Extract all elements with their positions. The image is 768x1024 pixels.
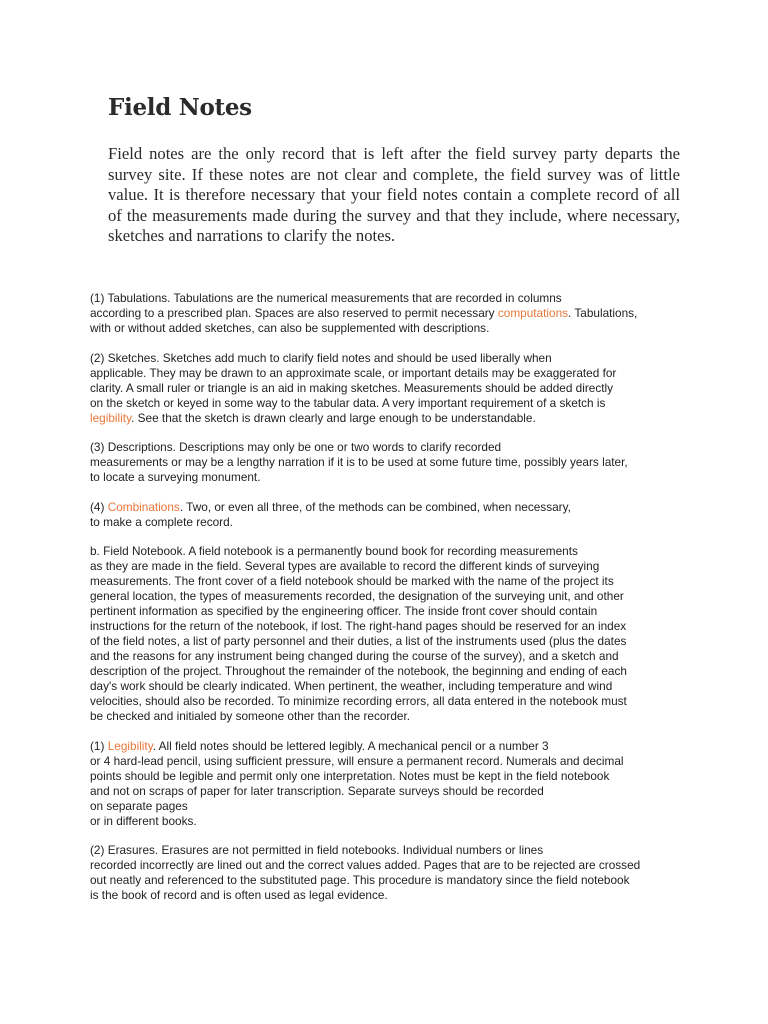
text-line (90, 784, 690, 799)
text-segment: b. Field Notebook. A field notebook is a permanently bound book for recording measurements (90, 544, 578, 558)
text-segment: to make a complete record. (90, 514, 233, 529)
body-paragraph (90, 291, 690, 336)
text-segment: measurements or may be a lengthy narration if it is to be used at some future time, possibly years later, (90, 455, 628, 469)
text-segment: and not on scraps of paper for later transcription. Separate surveys should be recorded (90, 783, 544, 798)
text-line (90, 589, 690, 604)
text-segment: description of the project. Throughout the remainder of the notebook, the beginning and ending of each (90, 664, 627, 678)
text-segment: pertinent information as specified by the engineering officer. The inside front cover should contain (90, 604, 598, 618)
text-line (90, 544, 690, 559)
text-segment: (2) Sketches. Sketches add much to clarify field notes and should be used liberally when (90, 350, 552, 365)
text-line (90, 619, 690, 634)
body-paragraph (90, 351, 690, 426)
text-line (90, 843, 690, 858)
text-segment: on separate pages (90, 798, 188, 813)
body-paragraph (90, 843, 690, 903)
body-paragraph (90, 440, 690, 485)
text-segment: according to a prescribed plan. Spaces are also reserved to permit necessary (90, 306, 498, 320)
text-segment: is the book of record and is often used as legal evidence. (90, 888, 388, 902)
text-line (90, 381, 690, 396)
text-segment: out neatly and referenced to the substituted page. This procedure is mandatory since the field notebook (90, 873, 630, 887)
text-line (90, 366, 690, 381)
text-segment: (4) (90, 499, 108, 514)
text-segment: . All field notes should be lettered legibly. A mechanical pencil or a number 3 (152, 738, 549, 753)
text-segment: (1) (90, 738, 108, 753)
text-line (90, 574, 690, 589)
text-segment: as they are made in the field. Several types are available to record the different kinds of surveying (90, 559, 600, 573)
text-line (90, 888, 690, 903)
text-line (90, 440, 690, 455)
text-line (90, 814, 690, 829)
body-paragraph (90, 739, 690, 829)
text-segment: recorded incorrectly are lined out and the correct values added. Pages that are to be rejected are crossed (90, 858, 641, 872)
text-segment: applicable. They may be drawn to an approximate scale, or important details may be exaggerated for (90, 365, 617, 380)
text-segment: (2) Erasures. Erasures are not permitted in field notebooks. Individual numbers or lines (90, 843, 544, 857)
body-paragraph (90, 544, 690, 724)
text-line (90, 873, 690, 888)
text-line (90, 515, 690, 530)
text-line (90, 559, 690, 574)
text-segment: or 4 hard-lead pencil, using sufficient pressure, will ensure a permanent record. Numerals and decimal (90, 753, 624, 768)
text-segment: or in different books. (90, 813, 197, 828)
text-line (90, 306, 690, 321)
text-line (90, 649, 690, 664)
text-line (90, 679, 690, 694)
text-segment: . Two, or even all three, of the methods can be combined, when necessary, (179, 499, 571, 514)
page-title: Field Notes (108, 94, 252, 121)
text-segment: clarity. A small ruler or triangle is an aid in making sketches. Measurements should be added directly (90, 380, 614, 395)
text-segment: day's work should be clearly indicated. When pertinent, the weather, including temperature and wind (90, 679, 613, 693)
text-segment: and the reasons for any instrument being changed during the course of the survey), and a sketch and (90, 649, 619, 663)
text-segment: (3) Descriptions. Descriptions may only be one or two words to clarify recorded (90, 440, 502, 454)
body-paragraph (90, 500, 690, 530)
text-segment: of the field notes, a list of party personnel and their duties, a list of the instruments used (plus the dates (90, 634, 627, 648)
text-segment: with or without added sketches, can also be supplemented with descriptions. (90, 321, 490, 335)
inline-link[interactable]: legibility (90, 410, 132, 425)
text-segment: velocities, should also be recorded. To minimize recording errors, all data entered in the notebook must (90, 694, 627, 708)
text-segment: be checked and initialed by someone other than the recorder. (90, 709, 411, 723)
text-line (90, 694, 690, 709)
inline-link[interactable]: Combinations (107, 499, 180, 514)
text-segment: . Tabulations, (568, 306, 638, 320)
text-segment: general location, the types of measurements recorded, the designation of the surveying unit, and other (90, 589, 624, 603)
text-line (90, 396, 690, 411)
text-segment: instructions for the return of the notebook, if lost. The right-hand pages should be reserved for an index (90, 619, 627, 633)
text-line (90, 321, 690, 336)
text-line (90, 351, 690, 366)
text-line (90, 470, 690, 485)
text-segment: on the sketch or keyed in some way to the tabular data. A very important requirement of a sketch is (90, 395, 606, 410)
text-line (90, 799, 690, 814)
text-line (90, 500, 690, 515)
inline-link[interactable]: Legibility (107, 738, 153, 753)
text-segment: (1) Tabulations. Tabulations are the numerical measurements that are recorded in columns (90, 291, 562, 305)
text-line (90, 291, 690, 306)
text-line (90, 754, 690, 769)
text-segment: measurements. The front cover of a field notebook should be marked with the name of the project its (90, 574, 614, 588)
text-line (90, 604, 690, 619)
text-line (90, 455, 690, 470)
text-segment: . See that the sketch is drawn clearly and large enough to be understandable. (131, 410, 536, 425)
text-segment: points should be legible and permit only one interpretation. Notes must be kept in the field notebook (90, 768, 610, 783)
text-line (90, 411, 690, 426)
text-segment: to locate a surveying monument. (90, 470, 261, 484)
text-line (90, 858, 690, 873)
text-line (90, 769, 690, 784)
text-line (90, 634, 690, 649)
body-text (90, 291, 690, 918)
text-line (90, 709, 690, 724)
text-line (90, 739, 690, 754)
text-line (90, 664, 690, 679)
intro-paragraph: Field notes are the only record that is left after the field survey party departs the survey site. If these notes are not clear and complete, the field survey was of little value. It is therefore necessary that your field notes contain a complete record of all of the measurements made during the survey and that they include, where necessary, sketches and narrations to clarify the notes. (108, 144, 680, 245)
inline-link[interactable]: computations (497, 306, 569, 320)
